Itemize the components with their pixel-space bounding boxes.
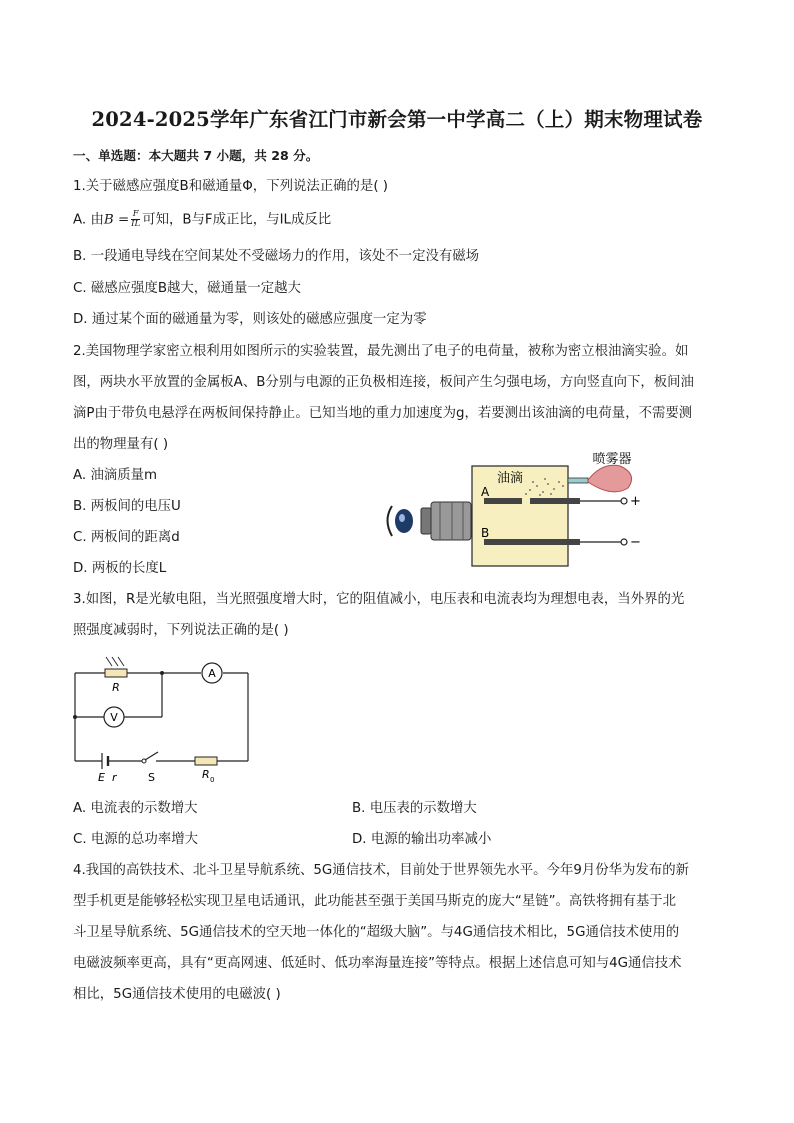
q2-option-d: D. 两板的长度L: [73, 561, 167, 576]
plate-a-label: A: [481, 485, 490, 499]
q1-formula-numerator: F: [132, 209, 139, 219]
q1-formula-lhs: B =: [103, 212, 130, 228]
ammeter-label: A: [208, 667, 216, 680]
q1-stem: 1.关于磁感应强度B和磁通量Φ，下列说法正确的是( ): [73, 179, 389, 194]
millikan-apparatus-figure: [380, 448, 660, 570]
q2-stem-line: 出的物理量有( ): [73, 437, 169, 452]
label-e: E: [98, 771, 105, 784]
q2-stem-line: 2.美国物理学家密立根利用如图所示的实验装置，最先测出了电子的电荷量，被称为密立根油滴实验。如: [73, 344, 689, 359]
section-heading: 一、单选题：本大题共 7 小题，共 28 分。: [73, 148, 319, 163]
circuit-figure: [62, 655, 262, 785]
q2-option-b: B. 两板间的电压U: [73, 499, 181, 514]
q1-option-d: D. 通过某个面的磁通量为零，则该处的磁感应强度一定为零: [73, 312, 427, 327]
exam-title: 2024-2025学年广东省江门市新会第一中学高二（上）期末物理试卷: [91, 108, 703, 131]
q4-stem-line: 相比，5G通信技术使用的电磁波( ): [73, 987, 281, 1002]
light-arrows-icon: [106, 657, 124, 666]
plate-b-label: B: [481, 526, 490, 540]
positive-terminal: [621, 498, 627, 504]
q4-stem-line: 型手机更是能够轻松实现卫星电话通讯，此功能甚至强于美国马斯克的庞大“星链”。高铁将拥有基于北: [73, 894, 677, 909]
resistor-r0: [195, 757, 217, 765]
plate-a-right: [530, 498, 580, 504]
q1-formula-denominator: IL: [131, 219, 141, 229]
voltmeter-label: V: [110, 711, 118, 724]
q3-option-a: A. 电流表的示数增大: [73, 801, 198, 816]
label-internal-r: r: [112, 771, 117, 784]
q3-option-d: D. 电源的输出功率减小: [352, 832, 492, 847]
q1-option-a: [73, 210, 331, 231]
plus-label: +: [630, 494, 641, 509]
sprayer-icon: [568, 465, 632, 492]
plate-b: [484, 539, 580, 545]
label-r: R: [112, 681, 120, 694]
q1-formula-fraction: [131, 210, 140, 229]
q3-option-b: B. 电压表的示数增大: [352, 801, 477, 816]
q2-option-a: A. 油滴质量m: [73, 468, 158, 483]
q3-stem-line: 3.如图，R是光敏电阻，当光照强度增大时，它的阻值减小，电压表和电流表均为理想电表，当外界的光: [73, 592, 685, 607]
minus-label: −: [630, 535, 641, 550]
plate-a-left: [484, 498, 522, 504]
eye-icon: [388, 506, 414, 536]
q2-option-c: C. 两板间的距离d: [73, 530, 180, 545]
q1-option-b: B. 一段通电导线在空间某处不受磁场力的作用，该处不一定没有磁场: [73, 249, 480, 264]
label-s: S: [148, 771, 155, 784]
photoresistor: [105, 669, 127, 677]
label-r0: R: [202, 768, 210, 781]
q4-stem-line: 电磁波频率更高，具有“更高网速、低延时、低功率海量连接”等特点。根据上述信息可知与4G通信技术: [73, 956, 682, 971]
microscope-icon: [421, 502, 471, 540]
switch-lever: [145, 752, 158, 760]
q4-stem-line: 4.我国的高铁技术、北斗卫星导航系统、5G通信技术，目前处于世界领先水平。今年9月份华为发布的新: [73, 863, 689, 878]
oil-drop-label: 油滴: [497, 471, 524, 486]
q1-option-c: C. 磁感应强度B越大，磁通量一定越大: [73, 281, 301, 296]
label-r0-subscript: 0: [210, 776, 215, 784]
q1-option-a-prefix: A. 由: [73, 212, 104, 228]
q3-stem-line: 照强度减弱时，下列说法正确的是( ): [73, 623, 289, 638]
q3-option-c: C. 电源的总功率增大: [73, 832, 198, 847]
q2-stem-line: 滴P由于带负电悬浮在两板间保持静止。已知当地的重力加速度为g，若要测出该油滴的电荷量，不需要测: [73, 406, 693, 421]
q2-stem-line: 图，两块水平放置的金属板A、B分别与电源的正负极相连接，板间产生匀强电场，方向竖直向下，板间油: [73, 375, 694, 390]
q4-stem-line: 斗卫星导航系统、5G通信技术的空天地一体化的“超级大脑”。与4G通信技术相比，5G通信技术使用的: [73, 925, 680, 940]
negative-terminal: [621, 539, 627, 545]
sprayer-label: 喷雾器: [592, 452, 632, 467]
q1-option-a-suffix: 可知，B与F成正比，与IL成反比: [142, 212, 332, 228]
